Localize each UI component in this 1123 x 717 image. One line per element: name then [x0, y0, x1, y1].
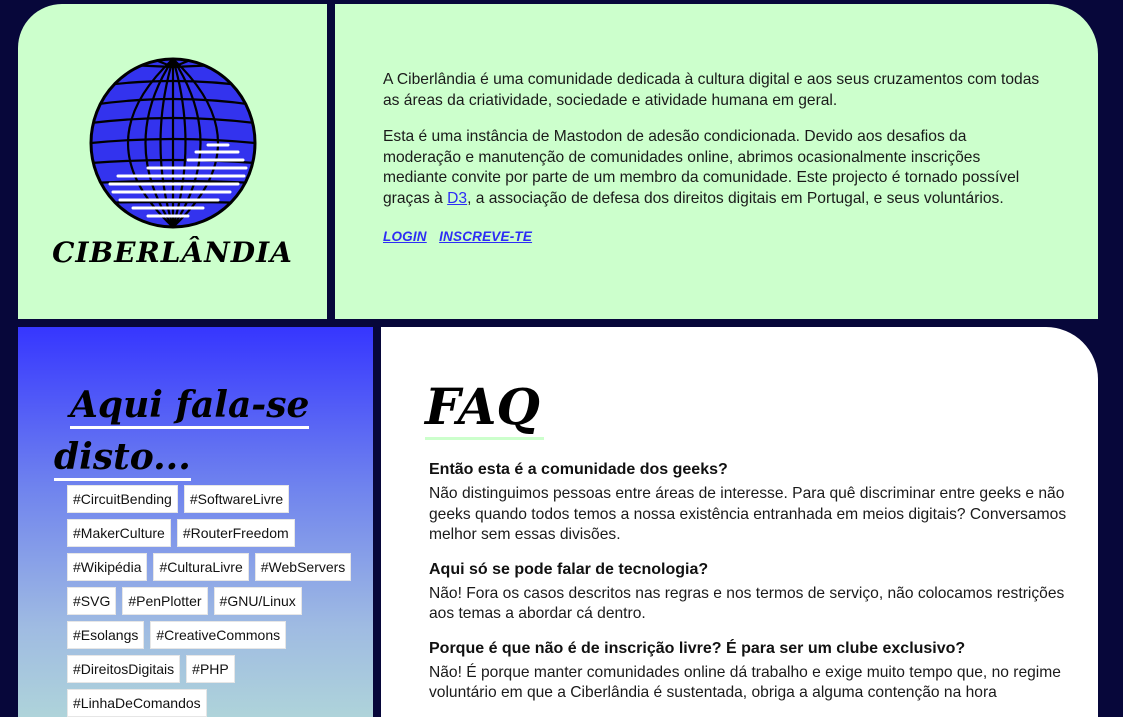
- logo-panel: [18, 4, 327, 319]
- tag-item[interactable]: #CulturaLivre: [153, 553, 248, 581]
- intro-paragraph-1: A Ciberlândia é uma comunidade dedicada à cultura digital e aos seus cruzamentos com todas as áreas da criatividade, sociedade e atividade humana em geral.: [383, 71, 1040, 109]
- tags-heading: [54, 379, 309, 483]
- tag-item[interactable]: #Wikipédia: [67, 553, 147, 581]
- tags-heading-line-2: disto...: [54, 436, 191, 481]
- faq-question: Então esta é a comunidade dos geeks?: [429, 461, 728, 478]
- faq-item: [429, 560, 1069, 625]
- intro-paragraph-2: [383, 127, 1048, 209]
- faq-heading: FAQ: [425, 377, 544, 440]
- faq-answer: Não! É porque manter comunidades online dá trabalho e exige muito tempo que, no regime voluntário em que a Ciberlândia é sustentada, obriga a alguma contenção na hora: [429, 663, 1061, 701]
- faq-answer: Não! Fora os casos descritos nas regras e nos termos de serviço, não colocamos restrições aos temas a abordar cá dentro.: [429, 584, 1065, 622]
- tag-item[interactable]: #CircuitBending: [67, 485, 178, 513]
- faq-item: [429, 460, 1069, 546]
- tag-list: [67, 485, 367, 717]
- tag-item[interactable]: #RouterFreedom: [177, 519, 295, 547]
- faq-answer: Não distinguimos pessoas entre áreas de interesse. Para quê discriminar entre geeks e não geeks quando todos temos a nossa existência entranhada em meios digitais? Conversamos melhor sem essas divisões.: [429, 485, 1067, 543]
- signup-link[interactable]: INSCREVE-TE: [439, 229, 533, 244]
- faq-question: Porque é que não é de inscrição livre? É para ser um clube exclusivo?: [429, 639, 966, 657]
- tag-item[interactable]: #Esolangs: [67, 621, 144, 649]
- faq-item: [429, 639, 1069, 704]
- intro-panel: [335, 4, 1098, 319]
- tag-item[interactable]: #PenPlotter: [122, 587, 207, 615]
- tags-panel: [18, 327, 373, 717]
- faq-question: Aqui só se pode falar de tecnologia?: [429, 560, 709, 578]
- brand-wordmark: CIBERLÂNDIA: [52, 236, 293, 269]
- tag-item[interactable]: #SoftwareLivre: [184, 485, 289, 513]
- globe-logo-icon: [88, 57, 258, 229]
- tags-heading-line-1: Aqui fala-se: [70, 384, 309, 429]
- faq-list: [429, 460, 1069, 717]
- faq-panel: [381, 327, 1098, 717]
- tag-item[interactable]: #LinhaDeComandos: [67, 689, 207, 717]
- tag-item[interactable]: #PHP: [186, 655, 235, 683]
- tag-item[interactable]: #MakerCulture: [67, 519, 171, 547]
- auth-links: [383, 227, 1048, 248]
- tag-item[interactable]: #GNU/Linux: [214, 587, 302, 615]
- tag-item[interactable]: #DireitosDigitais: [67, 655, 180, 683]
- tag-item[interactable]: #CreativeCommons: [150, 621, 286, 649]
- intro-paragraph-2-text: Esta é uma instância de Mastodon de adesão condicionada. Devido aos desafios da moderação e manutenção de comunidades online, abrimos ocasionalmente inscrições mediante convite por parte de um membro da comunidade. Este projecto é tornado possível graças à: [383, 128, 1020, 207]
- login-link[interactable]: LOGIN: [383, 229, 427, 244]
- intro-paragraph-2-text-end: , a associação de defesa dos direitos digitais em Portugal, e seus voluntários.: [467, 189, 1004, 207]
- d3-link[interactable]: D3: [447, 189, 468, 207]
- tag-item[interactable]: #SVG: [67, 587, 116, 615]
- tag-item[interactable]: #WebServers: [255, 553, 352, 581]
